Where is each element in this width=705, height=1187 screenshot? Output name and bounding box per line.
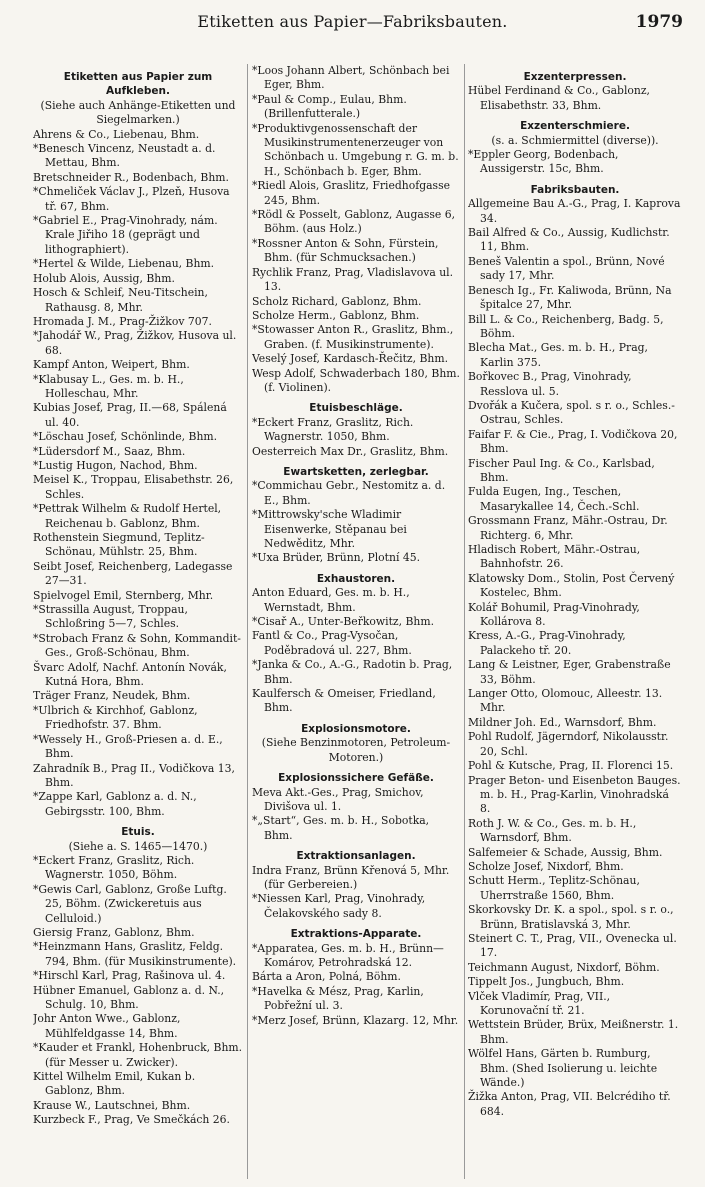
directory-entry: Teichmann August, Nixdorf, Böhm.	[468, 960, 660, 974]
directory-entry: *Rödl & Posselt, Gablonz, Augasse 6, Böhm. (aus Holz.)	[252, 208, 456, 236]
directory-entry: Skorkovsky Dr. K. a spol., spol. s r. o., Brünn, Bratislavská 3, Mhr.	[468, 903, 674, 931]
directory-entry: Lang & Leistner, Eger, Grabenstraße 33, Böhm.	[468, 658, 671, 686]
directory-entry: *Apparatea, Ges. m. b. H., Brünn—Komárov, Petrohradská 12.	[252, 941, 444, 969]
directory-entry: *Rossner Anton & Sohn, Fürstein, Bhm. (für Schmucksachen.)	[252, 236, 439, 265]
column-3	[468, 64, 682, 1179]
directory-entry: *Lüdersdorf M., Saaz, Bhm.	[33, 444, 186, 458]
directory-entry: *Riedl Alois, Graslitz, Friedhofgasse 245, Bhm.	[252, 179, 451, 207]
directory-entry: Wesp Adolf, Schwaderbach 180, Bhm. (f. Violinen).	[252, 366, 460, 394]
directory-entry: Fischer Paul Ing. & Co., Karlsbad, Bhm.	[468, 456, 655, 484]
directory-entry: Kress, A.-G., Prag-Vinohrady, Palackeho tř. 20.	[468, 629, 626, 657]
directory-entry: Blecha Mat., Ges. m. b. H., Prag, Karlin 375.	[468, 341, 648, 369]
directory-entry: Tippelt Jos., Jungbuch, Bhm.	[468, 975, 625, 989]
directory-entry: Švarc Adolf, Nachf. Antonín Novák, Kutná Hora, Bhm.	[33, 660, 227, 689]
directory-entry: Bořkovec B., Prag, Vinohrady, Resslova ul. 5.	[468, 370, 632, 398]
directory-entry: Dvořák a Kučera, spol. s r. o., Schles.-Ostrau, Schles.	[468, 398, 675, 427]
directory-entry: *Strobach Franz & Sohn, Kommandit-Ges., Groß-Schönau, Bhm.	[33, 631, 241, 660]
section-heading: Exzenterschmiere.	[520, 120, 630, 133]
directory-entry: Prager Beton- und Eisenbeton Bauges. m. b. H., Prag-Karlin, Vinohradská 8.	[468, 773, 681, 816]
directory-entry: Bárta a Aron, Polná, Böhm.	[252, 970, 401, 984]
directory-entry: Vlček Vladimír, Prag, VII., Korunovační tř. 21.	[468, 989, 611, 1017]
column-1	[33, 64, 243, 1179]
page-header	[0, 12, 705, 42]
directory-entry: *Pettrak Wilhelm & Rudolf Hertel, Reichenau b. Gablonz, Bhm.	[33, 502, 222, 530]
directory-entry: Johr Anton Wwe., Gablonz, Mühlfeldgasse 14, Bhm.	[33, 1012, 181, 1040]
directory-entry: *Janka & Co., A.-G., Radotin b. Prag, Bhm.	[252, 658, 453, 686]
directory-entry: *Lustig Hugon, Nachod, Bhm.	[33, 458, 198, 472]
directory-entry: Grossmann Franz, Mähr.-Ostrau, Dr. Richterg. 6, Mhr.	[468, 514, 668, 542]
directory-entry: *Heinzmann Hans, Graslitz, Feldg. 794, Bhm. (für Musikinstrumente).	[33, 940, 237, 968]
directory-entry: Bretschneider R., Bodenbach, Bhm.	[33, 170, 229, 184]
directory-entry: Seibt Josef, Reichenberg, Ladegasse 27—31.	[33, 559, 233, 588]
directory-entry: Scholze Herm., Gablonz, Bhm.	[252, 308, 420, 322]
directory-entry: Kittel Wilhelm Emil, Kukan b. Gablonz, Bhm.	[33, 1070, 196, 1098]
directory-entry: Kurzbeck F., Prag, Ve Smečkách 26.	[33, 1113, 230, 1127]
directory-entry: Klatowsky Dom., Stolin, Post Červený Kostelec, Bhm.	[468, 571, 675, 600]
section-heading: Exhaustoren.	[316, 572, 396, 585]
directory-entry: *Gewis Carl, Gablonz, Große Luftg. 25, Böhm. (Zwickeretuis aus Celluloid.)	[33, 882, 227, 925]
directory-entry: *Jahodář W., Prag, Žižkov, Husova ul. 68.	[33, 329, 237, 357]
directory-entry: Veselý Josef, Kardasch-Řečitz, Bhm.	[252, 352, 449, 366]
directory-entry: Träger Franz, Neudek, Bhm.	[33, 689, 191, 703]
directory-entry: Mildner Joh. Ed., Warnsdorf, Bhm.	[468, 715, 657, 729]
directory-entry: Scholze Josef, Nixdorf, Bhm.	[468, 859, 624, 873]
directory-entry: *Wessely H., Groß-Priesen a. d. E., Bhm.	[33, 732, 223, 761]
directory-entry: Wettstein Brüder, Brüx, Meißnerstr. 1. Bhm.	[468, 1018, 679, 1046]
directory-entry: Ahrens & Co., Liebenau, Bhm.	[33, 127, 200, 141]
directory-entry: *Cisař A., Unter-Beřkowitz, Bhm.	[252, 615, 435, 629]
directory-entry: Meva Akt.-Ges., Prag, Smichov, Divišova ul. 1.	[252, 785, 424, 813]
directory-entry: *Produktivgenossenschaft der Musikinstrumentenerzeuger von Schönbach u. Umgebung r. G. m. b. H., Schönbach b. Eger, Bhm.	[252, 121, 459, 178]
directory-entry: *Kauder et Frankl, Hohenbruck, Bhm. (für Messer u. Zwicker).	[33, 1041, 243, 1069]
directory-entry: *„Start“, Ges. m. b. H., Sobotka, Bhm.	[252, 814, 430, 842]
section-heading: Explosionssichere Gefäße.	[278, 772, 434, 785]
directory-entry: Krause W., Lautschnei, Bhm.	[33, 1098, 191, 1112]
directory-entry: Giersig Franz, Gablonz, Bhm.	[33, 925, 195, 939]
directory-entry: Beneš Valentin a spol., Brünn, Nové sady 17, Mhr.	[468, 254, 665, 283]
directory-entry: Pohl Rudolf, Jägerndorf, Nikolausstr. 20, Schl.	[468, 730, 669, 758]
directory-entry: *Gabriel E., Prag-Vinohrady, nám. Krale Jiřiho 18 (geprägt und lithographiert).	[33, 214, 218, 256]
directory-entry: Hübel Ferdinand & Co., Gablonz, Elisabethstr. 33, Bhm.	[468, 84, 650, 112]
directory-entry: Spielvogel Emil, Sternberg, Mhr.	[33, 588, 214, 602]
directory-entry: Zahradník B., Prag II., Vodičkova 13, Bhm.	[33, 761, 235, 789]
page-number: 1979	[635, 12, 683, 32]
directory-entry: *Strassilla August, Troppau, Schloßring 5—7, Schles.	[33, 603, 188, 631]
directory-entry: Fantl & Co., Prag-Vysočan, Poděbradová ul. 227, Bhm.	[252, 629, 412, 657]
directory-entry: Schutt Herm., Teplitz-Schönau, Uherrstraße 1560, Bhm.	[468, 874, 640, 902]
column-divider	[464, 64, 465, 1179]
directory-entry: Kolář Bohumil, Prag-Vinohrady, Kollárova 8.	[468, 600, 640, 629]
directory-entry: Wölfel Hans, Gärten b. Rumburg, Bhm. (Shed Isolierung u. leichte Wände.)	[468, 1047, 658, 1090]
directory-entry: *Eppler Georg, Bodenbach, Aussigerstr. 15c, Bhm.	[468, 148, 619, 176]
directory-entry: Hübner Emanuel, Gablonz a. d. N., Schulg. 10, Bhm.	[33, 983, 225, 1011]
directory-entry: Pohl & Kutsche, Prag, II. Florenci 15.	[468, 759, 674, 773]
directory-entry: *Zappe Karl, Gablonz a. d. N., Gebirgsstr. 100, Bhm.	[33, 790, 197, 818]
section-heading: Etiketten aus Papier zum Aufkleben.	[63, 71, 213, 98]
directory-entry: Fulda Eugen, Ing., Teschen, Masarykallee 14, Čech.-Schl.	[468, 485, 640, 513]
directory-entry: Allgemeine Bau A.-G., Prag, I. Kaprova 34.	[468, 197, 681, 225]
directory-entry: Benesch Ig., Fr. Kaliwoda, Brünn, Na špitalce 27, Mhr.	[468, 283, 672, 312]
directory-entry: Kaulfersch & Omeiser, Friedland, Bhm.	[252, 687, 436, 715]
directory-entry: Holub Alois, Aussig, Bhm.	[33, 271, 175, 285]
page-title: Etiketten aus Papier—Fabriksbauten.	[197, 12, 508, 31]
section-heading: Etuis.	[121, 826, 155, 839]
directory-entry: *Eckert Franz, Graslitz, Rich. Wagnerstr. 1050, Böhm.	[33, 853, 195, 882]
section-heading: Fabriksbauten.	[530, 183, 620, 196]
cross-reference-note: (Siehe auch Anhänge-Etiketten und Siegelmarken.)	[40, 98, 236, 127]
directory-entry: Langer Otto, Olomouc, Alleestr. 13. Mhr.	[468, 687, 663, 715]
directory-entry: *Ulbrich & Kirchhof, Gablonz, Friedhofstr. 37. Bhm.	[33, 703, 198, 732]
directory-entry: Steinert C. T., Prag, VII., Ovenecka ul. 17.	[468, 931, 677, 960]
directory-entry: Hladisch Robert, Mähr.-Ostrau, Bahnhofstr. 26.	[468, 543, 641, 571]
directory-entry: Indra Franz, Brünn Křenová 5, Mhr. (für Gerbereien.)	[252, 863, 450, 891]
directory-entry: *Eckert Franz, Graslitz, Rich. Wagnerstr. 1050, Bhm.	[252, 415, 414, 444]
directory-entry: *Niessen Karl, Prag, Vinohrady, Čelakovského sady 8.	[252, 892, 426, 920]
section-heading: Extraktions-Apparate.	[290, 928, 422, 941]
directory-entry: Salfemeier & Schade, Aussig, Bhm.	[468, 845, 663, 859]
column-2	[252, 64, 460, 1179]
directory-entry: *Hertel & Wilde, Liebenau, Bhm.	[33, 257, 215, 271]
directory-entry: Hromada J. M., Prag-Žižkov 707.	[33, 314, 212, 328]
directory-entry: Kampf Anton, Weipert, Bhm.	[33, 358, 190, 372]
directory-entry: *Benesch Vincenz, Neustadt a. d. Mettau, Bhm.	[33, 142, 216, 170]
directory-entry: Bail Alfred & Co., Aussig, Kudlichstr. 11, Bhm.	[468, 226, 670, 254]
section-heading: Ewartsketten, zerlegbar.	[283, 465, 429, 478]
directory-entry: Žižka Anton, Prag, VII. Belcrédiho tř. 684.	[468, 1090, 671, 1118]
directory-entry: Faifar F. & Cie., Prag, I. Vodičkova 20, Bhm.	[468, 427, 678, 456]
directory-entry: *Stowasser Anton R., Graslitz, Bhm., Graben. (f. Musikinstrumente).	[252, 323, 454, 351]
section-heading: Exzenterpressen.	[523, 71, 627, 83]
directory-entry: Bill L. & Co., Reichenberg, Badg. 5, Böhm.	[468, 312, 664, 340]
directory-entry: *Loos Johann Albert, Schönbach bei Eger, Bhm.	[252, 64, 450, 92]
directory-entry: Scholz Richard, Gablonz, Bhm.	[252, 294, 422, 308]
directory-entry: Hosch & Schleif, Neu-Titschein, Rathausg. 8, Mhr.	[33, 286, 208, 314]
directory-entry: Anton Eduard, Ges. m. b. H., Wernstadt, Bhm.	[252, 586, 410, 614]
directory-entry: Roth J. W. & Co., Ges. m. b. H., Warnsdorf, Bhm.	[468, 816, 637, 845]
directory-entry: Rothenstein Siegmund, Teplitz-Schönau, Mühlstr. 25, Bhm.	[33, 531, 205, 559]
directory-entry: *Chmeliček Václav J., Plzeň, Husova tř. 67, Bhm.	[33, 185, 230, 213]
column-divider	[247, 64, 248, 1179]
directory-entry: Meisel K., Troppau, Elisabethstr. 26, Schles.	[33, 473, 234, 501]
cross-reference-note: (Siehe Benzinmotoren, Petroleum-Motoren.)	[261, 736, 451, 764]
directory-entry: *Paul & Comp., Eulau, Bhm. (Brillenfutterale.)	[252, 92, 407, 121]
directory-entry: *Hirschl Karl, Prag, Rašinova ul. 4.	[33, 969, 226, 983]
directory-entry: *Uxa Brüder, Brünn, Plotní 45.	[252, 551, 421, 565]
section-heading: Extraktionsanlagen.	[296, 850, 416, 863]
cross-reference-note: (Siehe a. S. 1465—1470.)	[68, 839, 208, 853]
section-heading: Explosionsmotore.	[301, 722, 411, 735]
directory-entry: *Merz Josef, Brünn, Klazarg. 12, Mhr.	[252, 1013, 459, 1027]
cross-reference-note: (s. a. Schmiermittel (diverse)).	[491, 133, 659, 147]
directory-entry: Rychlik Franz, Prag, Vladislavova ul. 13.	[252, 265, 454, 294]
directory-entry: *Commichau Gebr., Nestomitz a. d. E., Bhm.	[252, 479, 446, 507]
section-heading: Etuisbeschläge.	[309, 402, 403, 415]
directory-entry: Oesterreich Max Dr., Graslitz, Bhm.	[252, 444, 449, 458]
directory-entry: *Klabusay L., Ges. m. b. H., Holleschau, Mhr.	[33, 372, 184, 400]
directory-entry: Kubias Josef, Prag, II.—68, Spálená ul. 40.	[33, 401, 227, 429]
directory-entry: *Havelka & Mész, Prag, Karlin, Pobřežní ul. 3.	[252, 984, 424, 1013]
directory-entry: *Mittrowsky'sche Wladimir Eisenwerke, Stěpanau bei Nedwěditz, Mhr.	[252, 508, 407, 550]
directory-entry: *Löschau Josef, Schönlinde, Bhm.	[33, 430, 218, 444]
